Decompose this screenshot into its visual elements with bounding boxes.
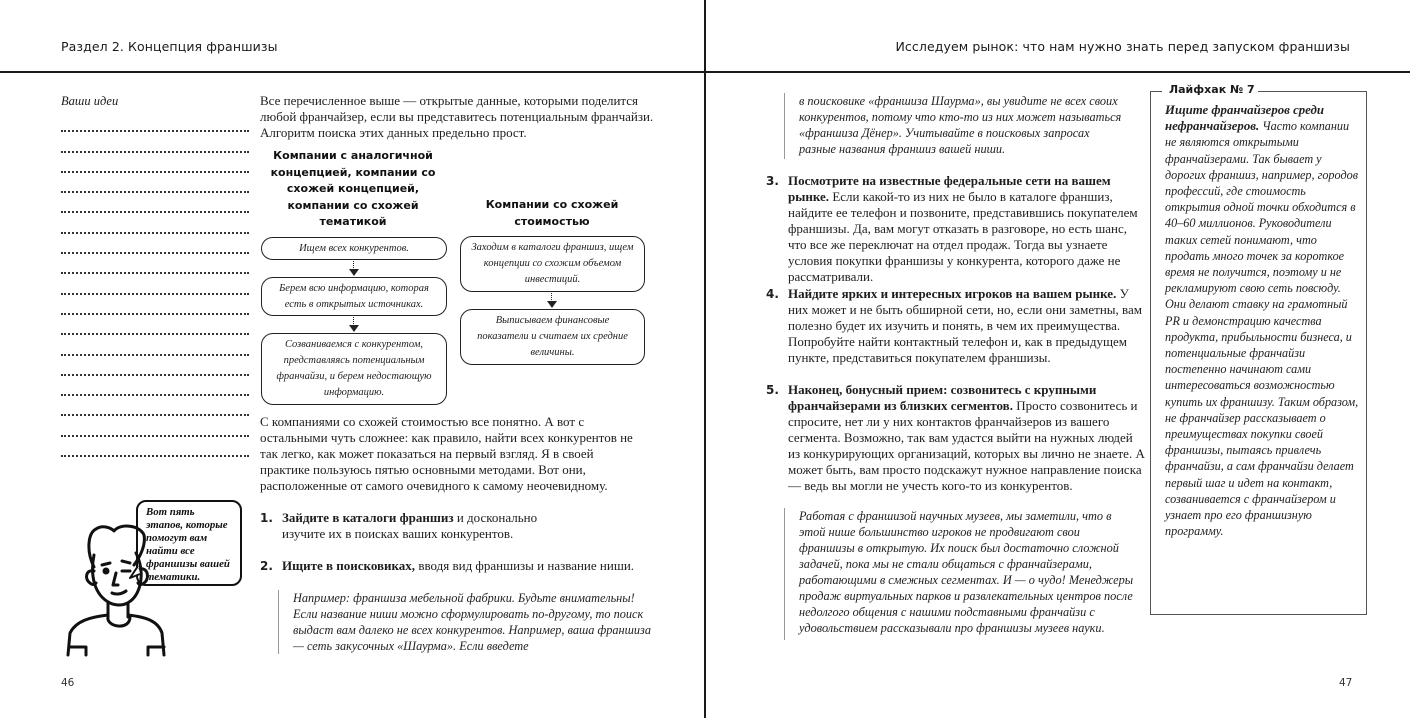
book-spine-divider xyxy=(704,0,706,718)
method-item-5 xyxy=(766,382,1148,494)
methods-intro-paragraph: С компаниями со схожей стоимостью все понятно. А вот с остальными чуть сложнее: как правило, найти всех конкурентов не так легко, как может показаться на первый взгляд. Я в своей практике пользуюсь пятью основными методами. Вот они, расположенные от самого очевидного к самому неочевидному. xyxy=(260,414,633,493)
idea-writing-line xyxy=(61,132,249,152)
page-number-left: 46 xyxy=(61,677,75,689)
lifehack-border-top xyxy=(1243,91,1367,92)
idea-writing-line xyxy=(61,315,249,335)
lifehack-box xyxy=(1150,83,1367,615)
item-number: 4. xyxy=(766,287,779,301)
case-quote: Работая с франшизой научных музеев, мы заметили, что в этой нише большинство игроков не продвигают свои франшизы в открытую. Их поиск был достаточно сложной задачей, пока мы не стали общаться с франчайзерами, работающими в смежных сегментах. И — о чудо! Менеджеры продаж виртуальных парков и развлекательных центров после недолгого общения с нашими подставными франчайзи с удовольствием рассказывали про франшизы музеев науки. xyxy=(784,508,1136,640)
speech-bubble-tail-icon xyxy=(128,566,142,580)
ideas-lines xyxy=(61,112,249,457)
item-bold-lead: Ищите в поисковиках, xyxy=(282,558,416,573)
page-number-right: 47 xyxy=(1339,677,1353,689)
arrow-down-icon xyxy=(547,293,557,308)
method-item-2 xyxy=(260,558,655,574)
idea-writing-line xyxy=(61,437,249,457)
flow-step: Заходим в каталоги франшиз, ищем концепции со схожим объемом инвестиций. xyxy=(460,236,645,292)
idea-writing-line xyxy=(61,274,249,294)
item-text: и досконально изучите их в поисках ваших конкурентов. xyxy=(282,510,538,541)
ideas-notes-area xyxy=(61,92,249,457)
running-head-left: Раздел 2. Концепция франшизы xyxy=(61,39,278,54)
item-text: У них может и не быть обширной сети, но, если они заметны, вам полезно будет их изучить и понять, в чем их преимущества. Попробуйте найти контактный телефон и, как в предыдущем пункте, представиться покупателем франшизы. xyxy=(788,286,1142,365)
speech-bubble: Вот пять этапов, которые помогут вам найти все франшизы вашей тематики. xyxy=(136,500,242,586)
idea-writing-line xyxy=(61,295,249,315)
ideas-title: Ваши идеи xyxy=(61,94,119,108)
item-text: вводя вид франшизы и название ниши. xyxy=(415,558,635,573)
flow-step: Созваниваемся с конкурентом, представляясь потенциальным франчайзи, и берем недостающую информацию. xyxy=(261,333,447,405)
item-text: Просто созвонитесь и спросите, нет ли у них контактов франчайзеров из вашего сегмента. Возможно, так вам удастся выйти на нужных людей из конкурирующих организаций, которых вы лично не знаете. А может быть, вам просто подскажут нужное направление поиска — ведь вы могли не учесть кого-то из конкурентов. xyxy=(788,398,1145,493)
intro-paragraph: Все перечисленное выше — открытые данные, которыми поделится любой франчайзер, если вы представитесь потенциальным франчайзи. Алгоритм поиска этих данных предельно прост. xyxy=(260,93,654,140)
idea-writing-line xyxy=(61,396,249,416)
idea-writing-line xyxy=(61,173,249,193)
example-quote-continued: в поисковике «франшиза Шаурма», вы увидите не всех своих конкурентов, потому что кто-то из них может называться «франшиза Дёнер». Учитывайте в поисковых запросах разные названия франшиз вашей ниши. xyxy=(784,93,1124,159)
flow-heading: Компании со схожей стоимостью xyxy=(485,198,619,228)
flow-step: Выписываем финансовые показатели и считаем их средние величины. xyxy=(460,309,645,365)
left-main-column xyxy=(260,93,655,141)
idea-writing-line xyxy=(61,254,249,274)
idea-writing-line xyxy=(61,376,249,396)
lifehack-bold-lead: Ищите франчайзеров среди нефранчайзеров. xyxy=(1165,103,1324,134)
method-item-1 xyxy=(260,510,550,542)
running-head-right: Исследуем рынок: что нам нужно знать перед запуском франшизы xyxy=(895,39,1350,54)
header-rule xyxy=(0,71,1410,73)
flow-column-similar-concept xyxy=(258,148,448,231)
lifehack-body xyxy=(1165,102,1361,539)
item-number: 5. xyxy=(766,383,779,397)
flow-column-similar-cost xyxy=(458,148,646,230)
idea-writing-line xyxy=(61,112,249,132)
idea-writing-line xyxy=(61,213,249,233)
arrow-down-icon xyxy=(349,261,359,276)
lifehack-title: Лайфхак № 7 xyxy=(1166,83,1258,96)
flowchart xyxy=(258,148,650,410)
item-bold-lead: Найдите ярких и интересных игроков на вашем рынке. xyxy=(788,286,1117,301)
item-bold-lead: Наконец, бонусный прием: созвонитесь с крупными франчайзерами из близких сегментов. xyxy=(788,382,1097,413)
idea-writing-line xyxy=(61,193,249,213)
example-quote: Например: франшиза мебельной фабрики. Будьте внимательны! Если название ниши можно сформулировать по-другому, то поиск выдаст вам далеко не всех конкурентов. Например, ваша франшиза — сеть закусочных «Шаурма». Если введете xyxy=(278,590,656,654)
idea-writing-line xyxy=(61,335,249,355)
flow-heading: Компании с аналогичной концепцией, компании со схожей концепцией, компании со схожей тематикой xyxy=(270,149,436,228)
item-bold-lead: Посмотрите на известные федеральные сети на вашем рынке. xyxy=(788,173,1111,204)
flow-step: Ищем всех конкурентов. xyxy=(261,237,447,260)
item-bold-lead: Зайдите в каталоги франшиз xyxy=(282,510,454,525)
method-item-4 xyxy=(766,286,1148,366)
arrow-down-icon xyxy=(349,317,359,332)
lifehack-text: Часто компании не являются открытыми франчайзерами. Так бывает у дорогих франшиз, например, городов профессий, где стоимость открытия одной точки обходится в 40–60 миллионов. Руководители таких сетей понимают, что продать много точек за короткое время не получится, поэтому и не рекламируют свою сеть повсюду. Они делают ставку на грамотный PR и демонстрацию качества продукта, прибыльности бизнеса, и потенциальные франчайзи постепенно начинают сами интересоваться возможностью купить их франшизу. Таким образом, не франчайзер рассказывает о преимуществах покупки своей франшизы, пытаясь привлечь франчайзи, а сам франчайзи делает первый шаг и идет на контакт, созванивается с франчайзером и узнает про его франшизную программу. xyxy=(1165,119,1359,539)
flow-step: Берем всю информацию, которая есть в открытых источниках. xyxy=(261,277,447,316)
item-number: 2. xyxy=(260,559,273,573)
idea-writing-line xyxy=(61,416,249,436)
item-number: 1. xyxy=(260,511,273,525)
idea-writing-line xyxy=(61,153,249,173)
idea-writing-line xyxy=(61,234,249,254)
item-text: Если какой-то из них не было в каталоге франшиз, найдите ее телефон и позвоните, представившись покупателем франшизы. Да, вам могут отказать в разговоре, но есть шанс, что все же переключат на отдел продаж. Тогда вы узнаете условия покупки франшизы у конкурента, которого даже не рассматривали. xyxy=(788,189,1138,284)
method-item-3 xyxy=(766,173,1148,285)
item-number: 3. xyxy=(766,174,779,188)
lifehack-border-top xyxy=(1150,91,1162,92)
idea-writing-line xyxy=(61,356,249,376)
